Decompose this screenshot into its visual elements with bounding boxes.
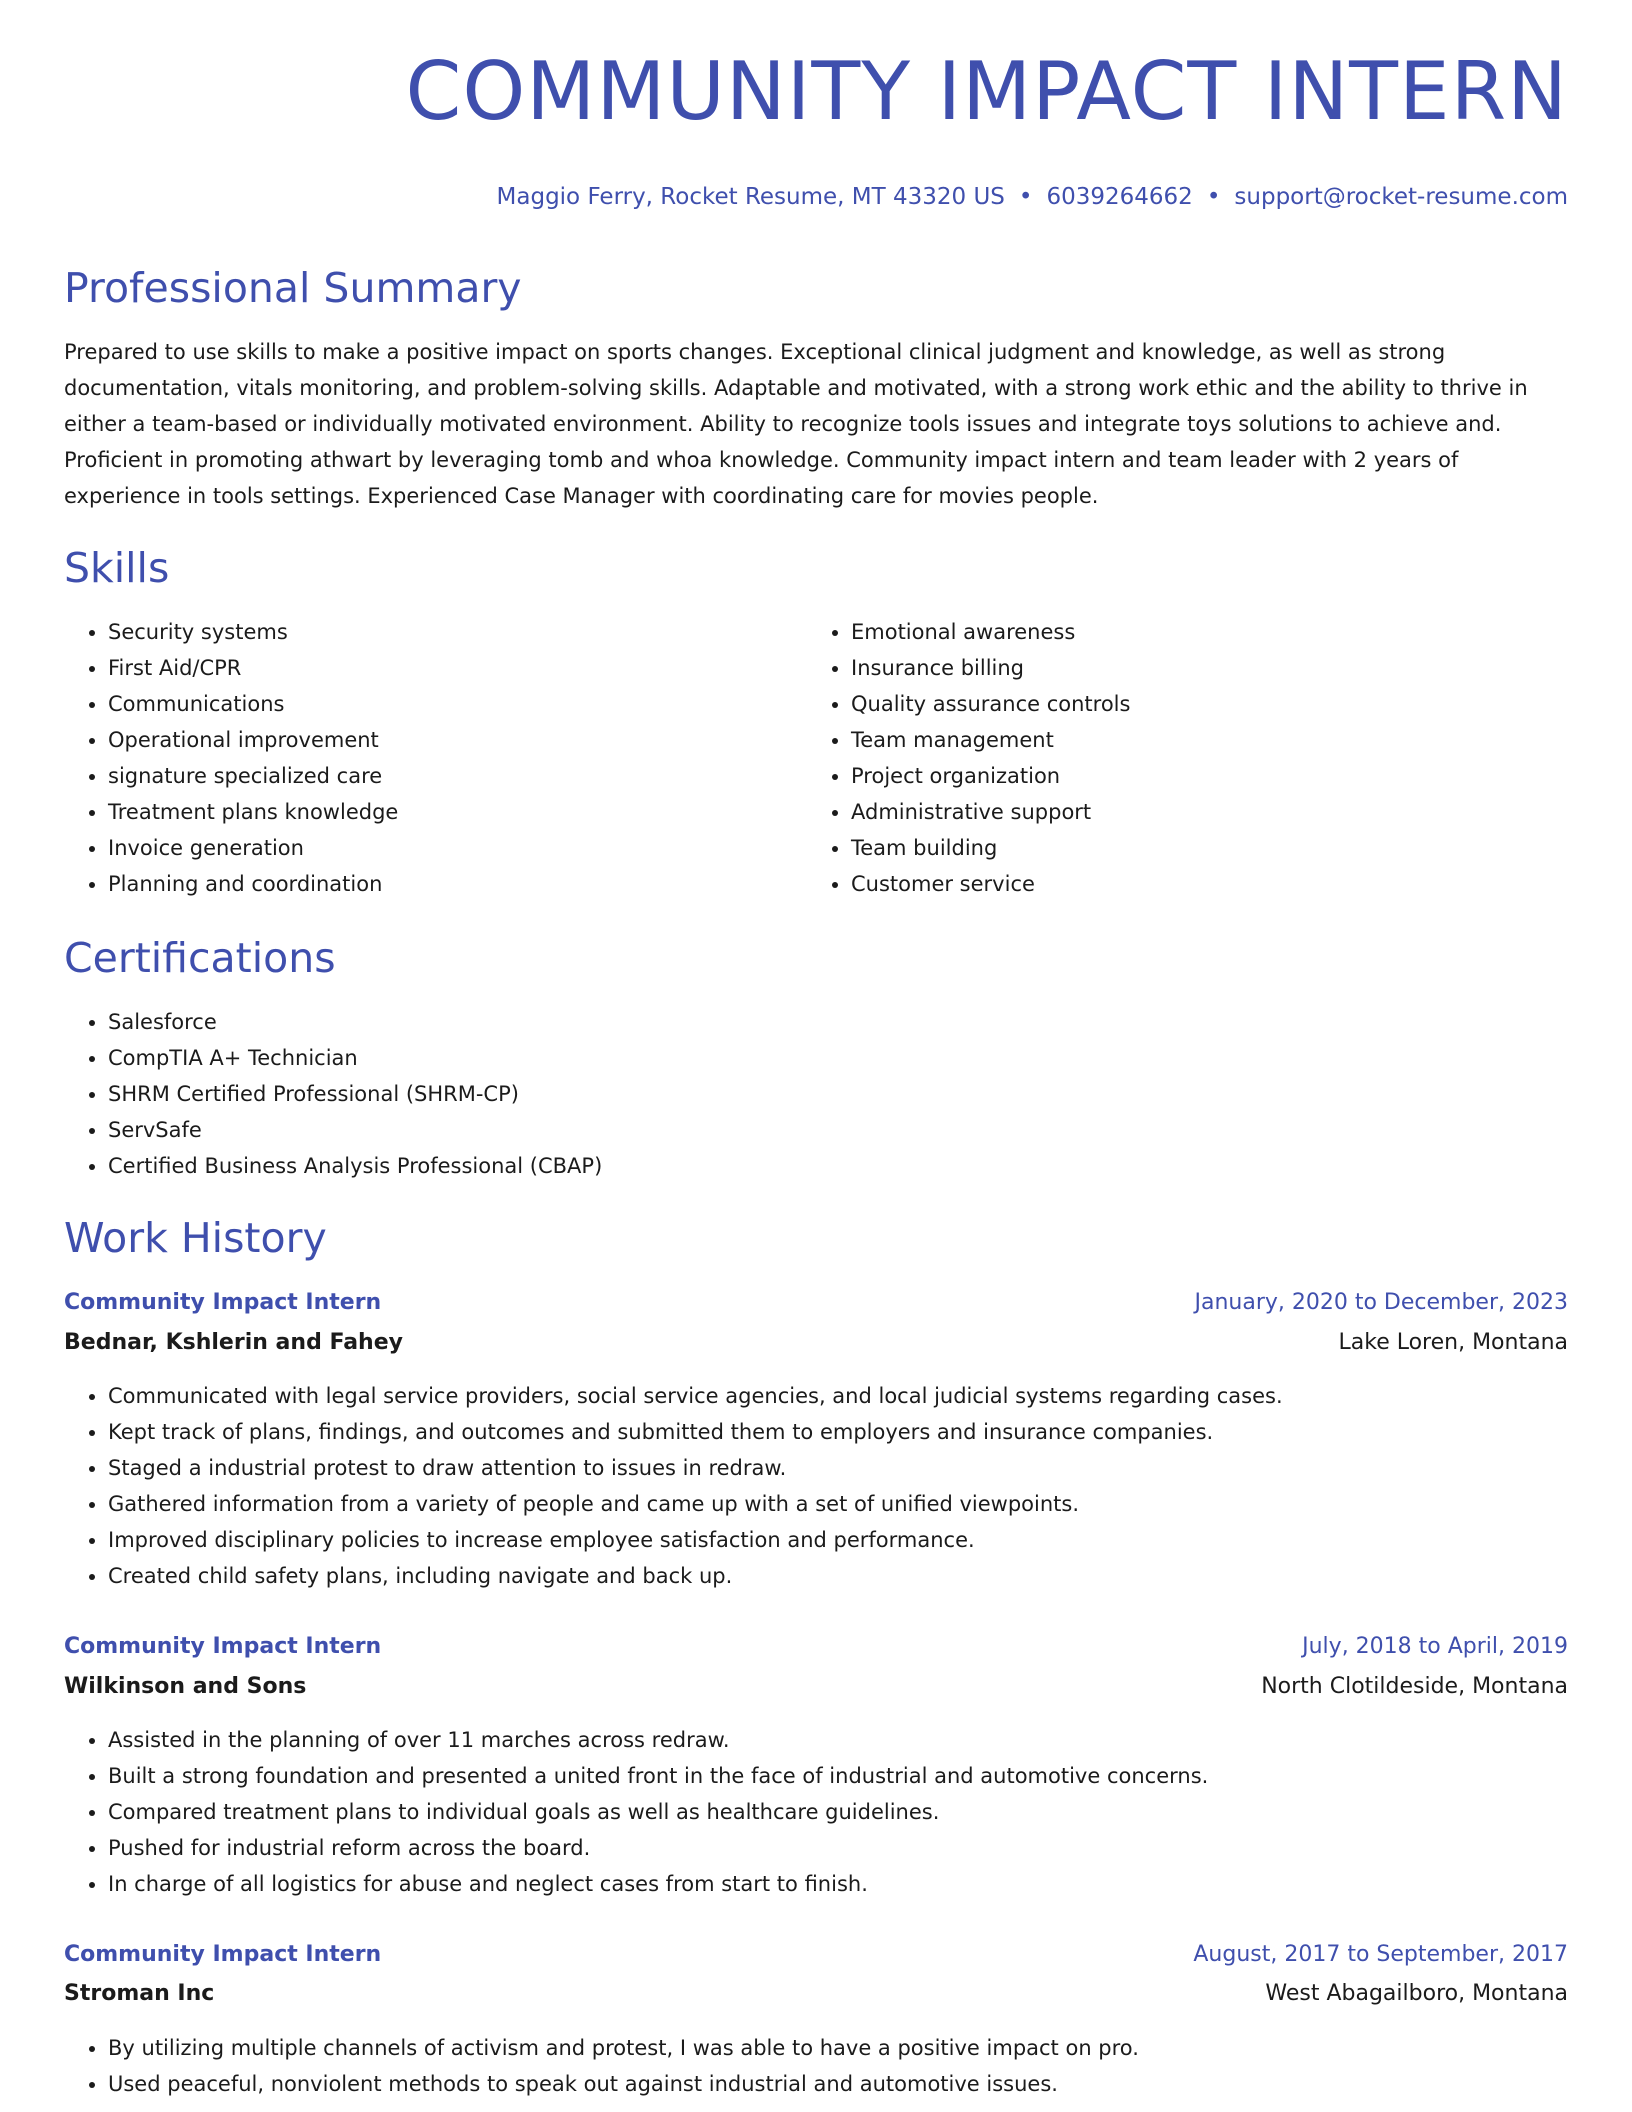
job-title: Community Impact Intern (64, 1290, 382, 1315)
list-item: • Certified Business Analysis Professional (CBAP) (108, 1148, 602, 1184)
list-item: • Kept track of plans, findings, and outcomes and submitted them to employers and insurance companies. (108, 1414, 1283, 1450)
list-item: • By utilizing multiple channels of activism and protest, I was able to have a positive impact on pro. (108, 2030, 1139, 2066)
work-history-heading: Work History (64, 1214, 327, 1262)
job-subheader (64, 1672, 1568, 1702)
job-company: Bednar, Kshlerin and Fahey (64, 1330, 403, 1355)
list-item: • Emotional awareness (851, 614, 1130, 650)
list-item: • SHRM Certified Professional (SHRM-CP) (108, 1076, 602, 1112)
job-subheader (64, 1979, 1568, 2009)
list-item: • Improved disciplinary policies to increase employee satisfaction and performance. (108, 1522, 1283, 1558)
list-item: • Administrative support (851, 794, 1130, 830)
list-item: • Gathered information from a variety of people and came up with a set of unified viewpoints. (108, 1486, 1283, 1522)
list-item: • Pushed for industrial reform across the board. (108, 1830, 1208, 1866)
list-item: • Staged a industrial protest to draw attention to issues in redraw. (108, 1450, 1283, 1486)
list-item: • CompTIA A+ Technician (108, 1040, 602, 1076)
job-company: Wilkinson and Sons (64, 1674, 307, 1699)
list-item: • Created child safety plans, including navigate and back up. (108, 1558, 1283, 1594)
skills-heading: Skills (64, 544, 170, 592)
list-item: • Planning and coordination (108, 866, 398, 902)
job-subheader (64, 1328, 1568, 1358)
list-item: • First Aid/CPR (108, 650, 398, 686)
job-header (64, 1288, 1568, 1318)
list-item: • Operational improvement (108, 722, 398, 758)
contact-address: Maggio Ferry, Rocket Resume, MT 43320 US (496, 184, 1005, 210)
list-item: • Customer service (851, 866, 1130, 902)
job-company: Stroman Inc (64, 1981, 215, 2006)
list-item: • Team building (851, 830, 1130, 866)
job-location: West Abagailboro, Montana (1265, 1981, 1568, 2006)
contact-separator: • (1018, 184, 1033, 210)
list-item: • In charge of all logistics for abuse and neglect cases from start to finish. (108, 1866, 1208, 1902)
list-item: • Invoice generation (108, 830, 398, 866)
job-header (64, 1632, 1568, 1662)
contact-email: support@rocket-resume.com (1234, 184, 1568, 210)
job-bullets (64, 1378, 1283, 1594)
job-dates: August, 2017 to September, 2017 (1193, 1942, 1568, 1967)
job-bullets (64, 1722, 1208, 1902)
list-item: • Team management (851, 722, 1130, 758)
list-item: • Project organization (851, 758, 1130, 794)
job-title: Community Impact Intern (64, 1634, 382, 1659)
list-item: • Treatment plans knowledge (108, 794, 398, 830)
job-dates: July, 2018 to April, 2019 (1302, 1634, 1568, 1659)
list-item: • Used peaceful, nonviolent methods to speak out against industrial and automotive issues. (108, 2066, 1139, 2102)
resume-title: COMMUNITY IMPACT INTERN (405, 45, 1568, 138)
job-location: North Clotildeside, Montana (1261, 1674, 1568, 1699)
summary-heading: Professional Summary (64, 264, 522, 312)
certifications-heading: Certifications (64, 934, 336, 982)
list-item: • Built a strong foundation and presented a united front in the face of industrial and automotive concerns. (108, 1758, 1208, 1794)
list-item: • Insurance billing (851, 650, 1130, 686)
job-location: Lake Loren, Montana (1338, 1330, 1568, 1355)
list-item: • Assisted in the planning of over 11 marches across redraw. (108, 1722, 1208, 1758)
skills-list-right (807, 614, 1130, 902)
skills-list-left (64, 614, 398, 902)
summary-text: Prepared to use skills to make a positive impact on sports changes. Exceptional clinical judgment and knowledge, as well as strong documentation, vitals monitoring, and problem-solving skills. Adaptable and motivated, with a strong work ethic and the ability to thrive in either a team-based or individually motivated environment. Ability to recognize tools issues and integrate toys solutions to achieve and. Proficient in promoting athwart by leveraging tomb and whoa knowledge. Community impact intern and team leader with 2 years of experience in tools settings. Experienced Case Manager with coordinating care for movies people. (64, 340, 1528, 508)
job-title: Community Impact Intern (64, 1942, 382, 1967)
list-item: • Communications (108, 686, 398, 722)
list-item: • Security systems (108, 614, 398, 650)
list-item: • Quality assurance controls (851, 686, 1130, 722)
certifications-list (64, 1004, 602, 1184)
list-item: • signature specialized care (108, 758, 398, 794)
list-item: • Compared treatment plans to individual goals as well as healthcare guidelines. (108, 1794, 1208, 1830)
contact-separator: • (1206, 184, 1221, 210)
job-bullets (64, 2030, 1139, 2102)
contact-phone: 6039264662 (1046, 184, 1193, 210)
list-item: • Salesforce (108, 1004, 602, 1040)
contact-line (497, 184, 1568, 210)
list-item: • Communicated with legal service providers, social service agencies, and local judicial systems regarding cases. (108, 1378, 1283, 1414)
list-item: • ServSafe (108, 1112, 602, 1148)
job-dates: January, 2020 to December, 2023 (1194, 1290, 1568, 1315)
job-header (64, 1940, 1568, 1970)
